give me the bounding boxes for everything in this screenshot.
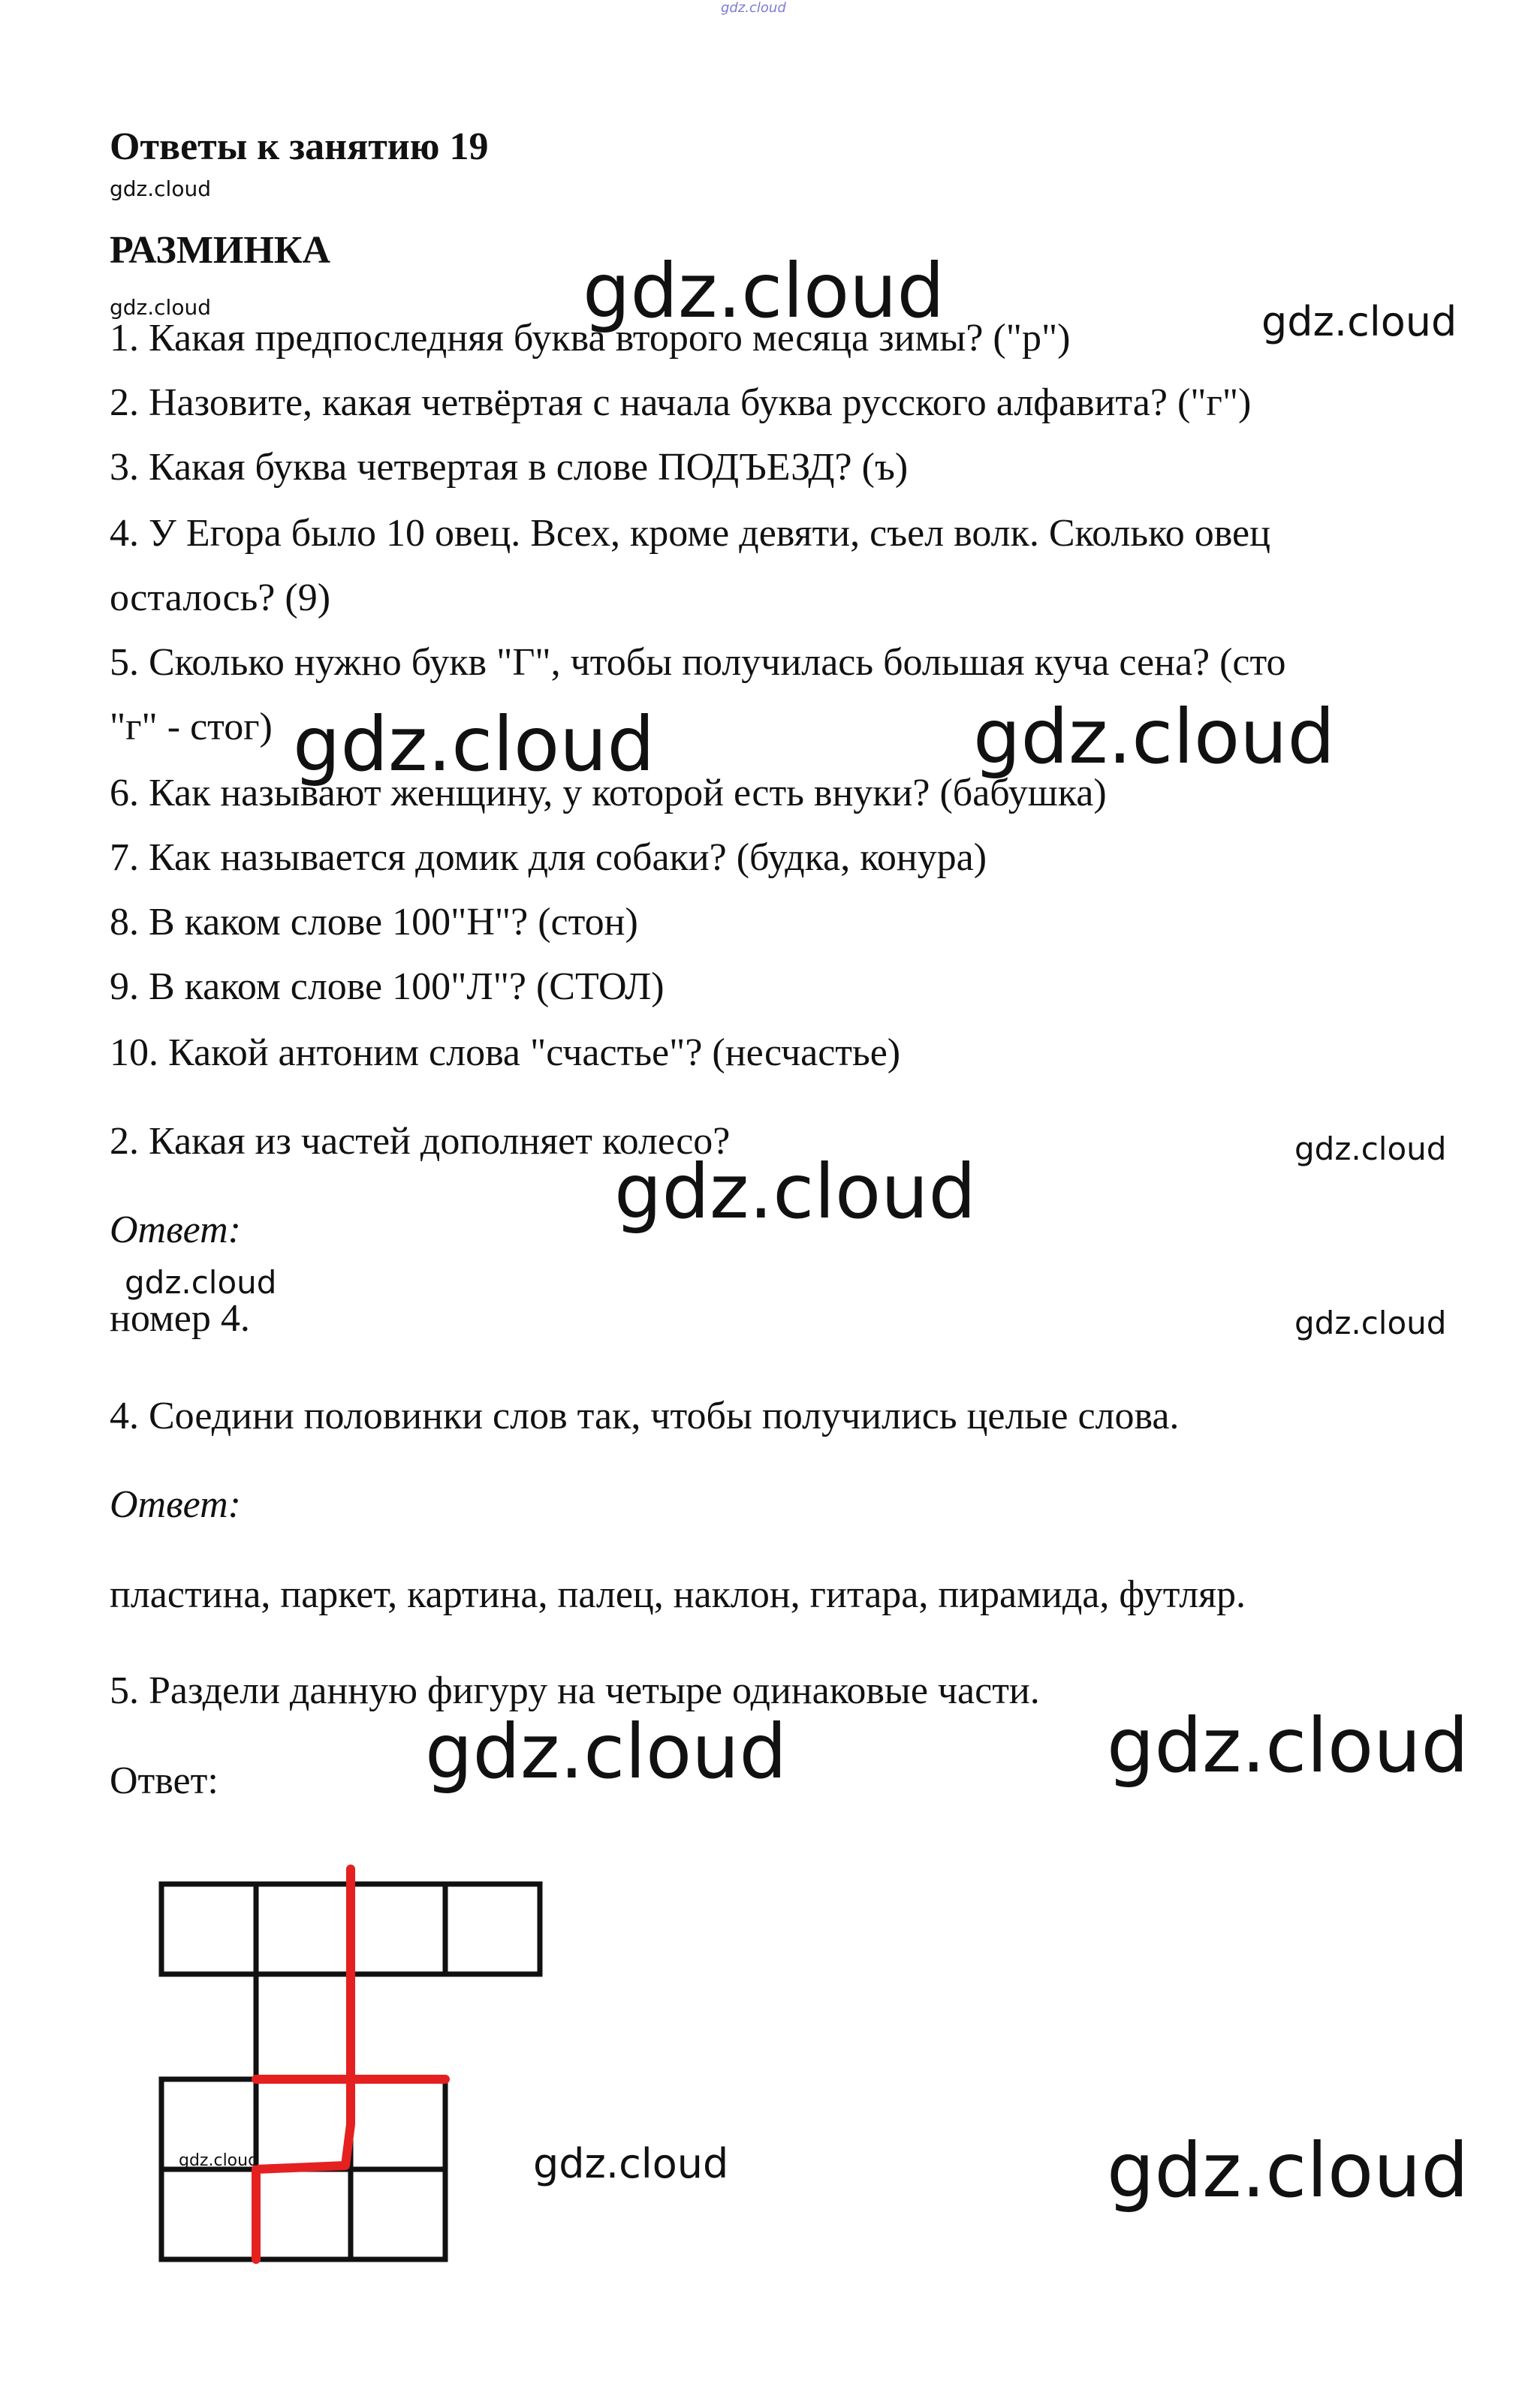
warmup-line: 7. Как называется домик для собаки? (будка, конура) [110, 836, 987, 879]
watermark: gdz.cloud [1294, 1130, 1447, 1167]
warmup-line: осталось? (9) [110, 576, 331, 619]
watermark: gdz.cloud [583, 247, 945, 335]
warmup-line: 6. Как называют женщину, у которой есть внуки? (бабушка) [110, 772, 1107, 814]
watermark: gdz.cloud [1261, 298, 1457, 345]
grid-cell [256, 1974, 351, 2079]
task4-answer: пластина, паркет, картина, палец, наклон, гитара, пирамида, футляр. [110, 1573, 1246, 1616]
task5-question: 5. Раздели данную фигуру на четыре одинаковые части. [110, 1669, 1040, 1712]
task4-answer-label: Ответ: [110, 1483, 241, 1526]
warmup-line: "г" - стог) [110, 706, 273, 748]
watermark: gdz.cloud [425, 1708, 788, 1795]
task4-question: 4. Соедини половинки слов так, чтобы получились целые слова. [110, 1395, 1180, 1437]
watermark: gdz.cloud [1294, 1305, 1447, 1341]
task2-answer: номер 4. [110, 1297, 250, 1340]
page-title: Ответы к занятию 19 [110, 125, 489, 168]
task2-question: 2. Какая из частей дополняет колесо? [110, 1120, 731, 1163]
figure-watermark: gdz.cloud [179, 2151, 259, 2170]
task2-answer-label: Ответ: [110, 1209, 241, 1251]
warmup-line: 9. В каком слове 100"Л"? (СТОЛ) [110, 965, 665, 1008]
warmup-line: 8. В каком слове 100"Н"? (стон) [110, 901, 638, 944]
grid-cell [351, 2079, 445, 2169]
grid-cell [256, 1884, 351, 1974]
watermark: gdz.cloud [614, 1148, 977, 1236]
warmup-line: 1. Какая предпоследняя буква второго месяца зимы? ("р") [110, 317, 1071, 360]
top-watermark: gdz.cloud [721, 0, 786, 16]
warmup-line: 5. Сколько нужно букв "Г", чтобы получилась большая куча сена? (сто [110, 641, 1286, 684]
grid-cell [445, 1884, 540, 1974]
watermark: gdz.cloud [293, 700, 656, 788]
warmup-line: 3. Какая буква четвертая в слове ПОДЪЕЗД? (ъ) [110, 446, 909, 489]
watermark: gdz.cloud [973, 693, 1336, 781]
grid-cell [256, 2169, 351, 2259]
watermark: gdz.cloud [533, 2140, 729, 2187]
grid-cell [256, 2079, 351, 2169]
grid-cell [161, 1884, 256, 1974]
watermark: gdz.cloud [110, 295, 211, 320]
grid-cell [161, 2169, 256, 2259]
watermark: gdz.cloud [110, 176, 211, 201]
grid-cell [351, 1884, 445, 1974]
warmup-line: 4. У Егора было 10 овец. Всех, кроме девяти, съел волк. Сколько овец [110, 512, 1270, 555]
cut-line [256, 1869, 351, 2259]
warmup-line: 10. Какой антоним слова "счастье"? (несчастье) [110, 1031, 901, 1074]
section-heading: РАЗМИНКА [110, 229, 331, 272]
task5-answer-label: Ответ: [110, 1759, 219, 1802]
warmup-line: 2. Назовите, какая четвёртая с начала буква русского алфавита? ("г") [110, 381, 1252, 424]
watermark: gdz.cloud [1107, 1702, 1469, 1789]
watermark: gdz.cloud [1107, 2127, 1469, 2214]
grid-cell [351, 2169, 445, 2259]
watermark: gdz.cloud [125, 1264, 277, 1301]
divided-figure [150, 1862, 571, 2282]
